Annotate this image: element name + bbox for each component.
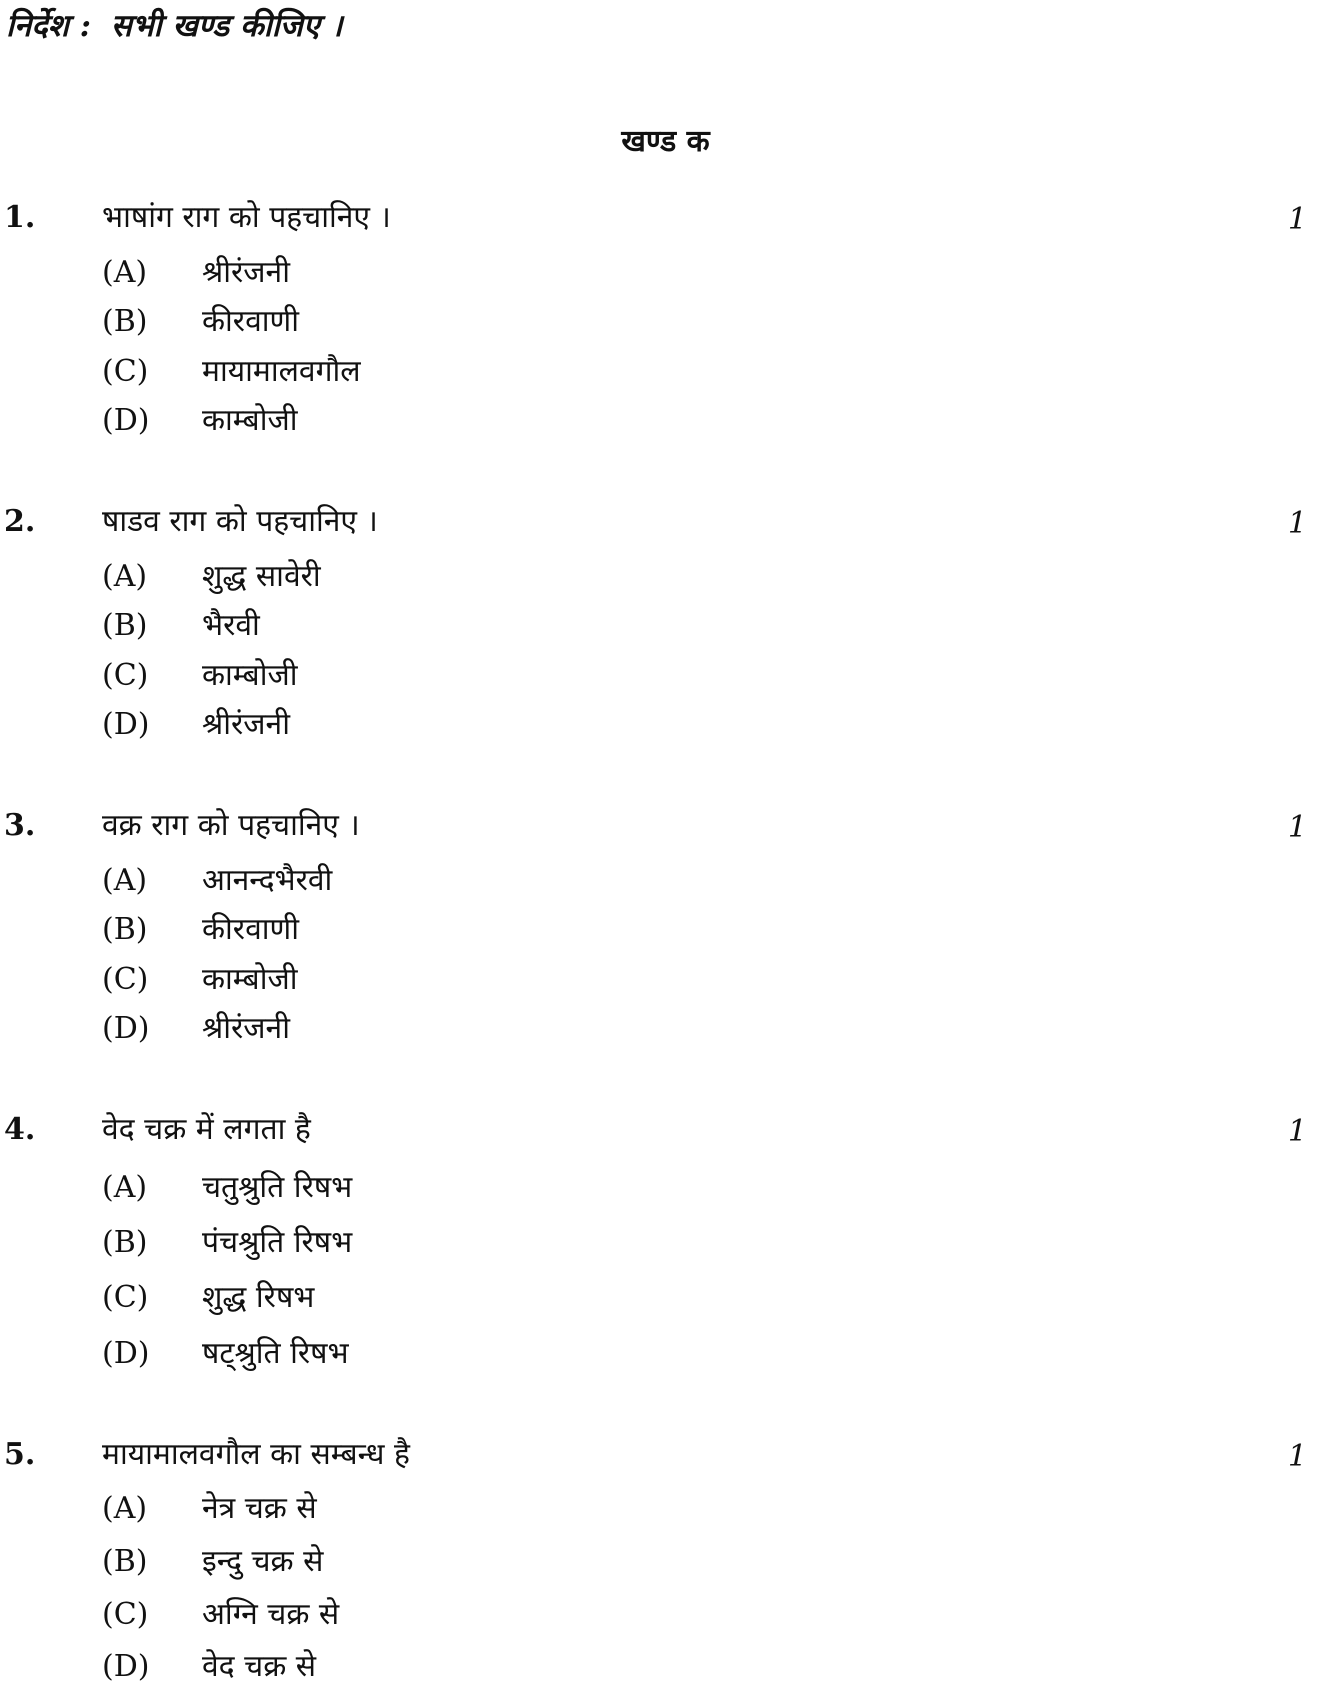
option-text: कीरवाणी <box>202 912 299 947</box>
instruction-text: सभी खण्ड कीजिए । <box>110 8 343 44</box>
option-key: (B) <box>102 912 148 947</box>
option-b <box>102 1221 1002 1265</box>
option-text: मायामालवगौल <box>202 354 361 389</box>
option-d <box>102 703 1002 747</box>
question-marks: 1 <box>1287 506 1307 541</box>
option-key: (B) <box>102 1225 148 1260</box>
question-2 <box>0 500 1323 760</box>
option-a <box>102 1487 1002 1531</box>
instruction-label: निर्देश : <box>6 8 92 44</box>
option-c <box>102 350 1002 394</box>
option-d <box>102 1332 1002 1376</box>
option-key: (A) <box>102 559 148 594</box>
option-a <box>102 251 1002 295</box>
question-number: 5. <box>4 1437 36 1472</box>
option-d <box>102 1007 1002 1051</box>
question-text: मायामालवगौल का सम्बन्ध है <box>102 1437 410 1472</box>
option-c <box>102 1276 1002 1320</box>
option-a <box>102 555 1002 599</box>
option-b <box>102 908 1002 952</box>
option-text: शुद्ध रिषभ <box>202 1280 315 1315</box>
option-text: इन्दु चक्र से <box>202 1544 324 1579</box>
question-marks: 1 <box>1287 202 1307 237</box>
question-text: भाषांग राग को पहचानिए । <box>102 200 391 235</box>
option-text: काम्बोजी <box>202 962 298 997</box>
option-a <box>102 1166 1002 1210</box>
option-key: (D) <box>102 1649 150 1684</box>
instruction-line <box>6 4 342 48</box>
option-c <box>102 1593 1002 1637</box>
option-text: शुद्ध सावेरी <box>202 559 321 594</box>
option-c <box>102 958 1002 1002</box>
question-marks: 1 <box>1287 1114 1307 1149</box>
option-key: (A) <box>102 1170 148 1205</box>
question-text: वेद चक्र में लगता है <box>102 1112 311 1147</box>
option-key: (D) <box>102 1011 150 1046</box>
question-marks: 1 <box>1287 1439 1307 1474</box>
option-text: काम्बोजी <box>202 403 298 438</box>
option-text: आनन्दभैरवी <box>202 863 333 898</box>
option-text: भैरवी <box>202 608 260 643</box>
question-number: 4. <box>4 1112 36 1147</box>
question-1 <box>0 196 1323 456</box>
option-key: (B) <box>102 1544 148 1579</box>
option-key: (C) <box>102 658 149 693</box>
option-key: (C) <box>102 962 149 997</box>
option-key: (D) <box>102 707 150 742</box>
option-key: (C) <box>102 1280 149 1315</box>
question-5 <box>0 1433 1323 1693</box>
option-key: (B) <box>102 304 148 339</box>
option-key: (C) <box>102 1597 149 1632</box>
option-text: श्रीरंजनी <box>202 255 290 290</box>
option-d <box>102 399 1002 443</box>
question-text: षाडव राग को पहचानिए । <box>102 504 378 539</box>
question-text: वक्र राग को पहचानिए । <box>102 808 360 843</box>
option-text: पंचश्रुति रिषभ <box>202 1225 353 1260</box>
option-b <box>102 1540 1002 1584</box>
option-text: काम्बोजी <box>202 658 298 693</box>
option-text: चतुश्रुति रिषभ <box>202 1170 353 1205</box>
question-number: 2. <box>4 504 36 539</box>
option-key: (D) <box>102 403 150 438</box>
section-heading: खण्ड क <box>621 124 710 159</box>
option-b <box>102 604 1002 648</box>
option-key: (A) <box>102 1491 148 1526</box>
option-text: अग्नि चक्र से <box>202 1597 340 1632</box>
question-3 <box>0 804 1323 1064</box>
question-number: 3. <box>4 808 36 843</box>
option-text: कीरवाणी <box>202 304 299 339</box>
option-key: (C) <box>102 354 149 389</box>
option-text: वेद चक्र से <box>202 1649 317 1684</box>
option-a <box>102 859 1002 903</box>
question-marks: 1 <box>1287 810 1307 845</box>
option-c <box>102 654 1002 698</box>
option-key: (D) <box>102 1336 150 1371</box>
option-b <box>102 300 1002 344</box>
option-text: श्रीरंजनी <box>202 1011 290 1046</box>
option-key: (B) <box>102 608 148 643</box>
question-number: 1. <box>4 200 36 235</box>
option-text: श्रीरंजनी <box>202 707 290 742</box>
option-key: (A) <box>102 255 148 290</box>
question-4 <box>0 1108 1323 1371</box>
option-d <box>102 1645 1002 1689</box>
option-text: नेत्र चक्र से <box>202 1491 317 1526</box>
option-text: षट्श्रुति रिषभ <box>202 1336 349 1371</box>
option-key: (A) <box>102 863 148 898</box>
